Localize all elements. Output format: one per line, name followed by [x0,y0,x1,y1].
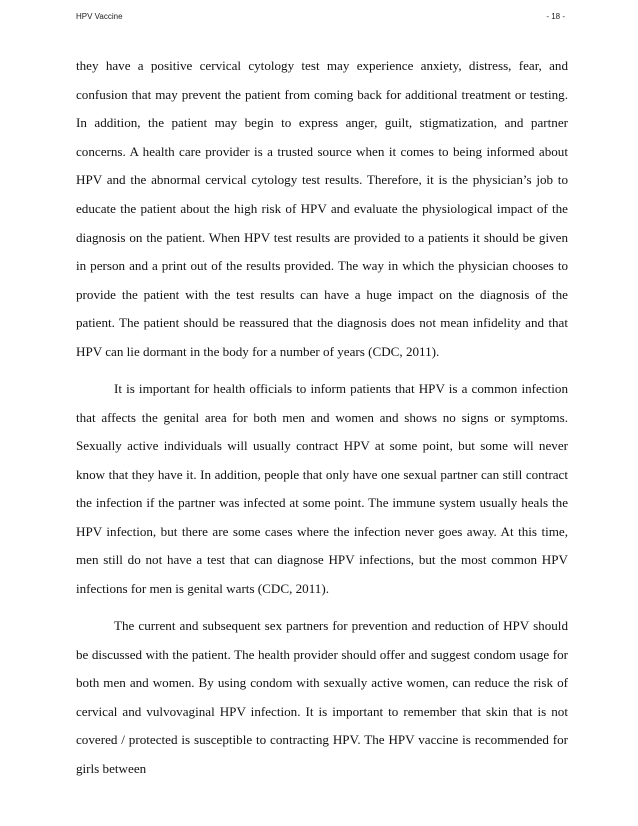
paragraph-continued: they have a positive cervical cytology test may experience anxiety, distress, fear, and confusion that may prevent the patient from coming back for additional treatment or testing. In addition, the patient may begin to express anger, guilt, stigmatization, and partner concerns. A health care provider is a trusted source when it comes to being informed about HPV and the abnormal cervical cytology test results. Therefore, it is the physician’s job to educate the patient about the high risk of HPV and evaluate the physiological impact of the diagnosis on the patient. When HPV test results are provided to a patients it should be given in person and a print out of the results provided. The way in which the physician chooses to provide the patient with the test results can have a huge impact on the diagnosis of the patient. The patient should be reassured that the diagnosis does not mean infidelity and that HPV can lie dormant in the body for a number of years (CDC, 2011). [76,58,568,359]
body-text [76,52,568,792]
page-number: - 18 - [546,12,565,21]
running-head: HPV Vaccine [76,12,123,21]
paragraph-sex-partners-prevention: The current and subsequent sex partners for prevention and reduction of HPV should be discussed with the patient. The health provider should offer and suggest condom usage for both men and women. By using condom with sexually active women, can reduce the risk of cervical and vulvovaginal HPV infection. It is important to remember that skin that is not covered / protected is susceptible to contracting HPV. The HPV vaccine is recommended for girls between [76,618,568,777]
paragraph-hpv-common-infection: It is important for health officials to inform patients that HPV is a common infection that affects the genital area for both men and women and shows no signs or symptoms. Sexually active individuals will usually contract HPV at some point, but some will never know that they have it. In addition, people that only have one sexual partner can still contract the infection if the partner was infected at some point. The immune system usually heals the HPV infection, but there are some cases where the infection never goes away. At this time, men still do not have a test that can diagnose HPV infections, but the most common HPV infections for men is genital warts (CDC, 2011). [76,380,568,597]
